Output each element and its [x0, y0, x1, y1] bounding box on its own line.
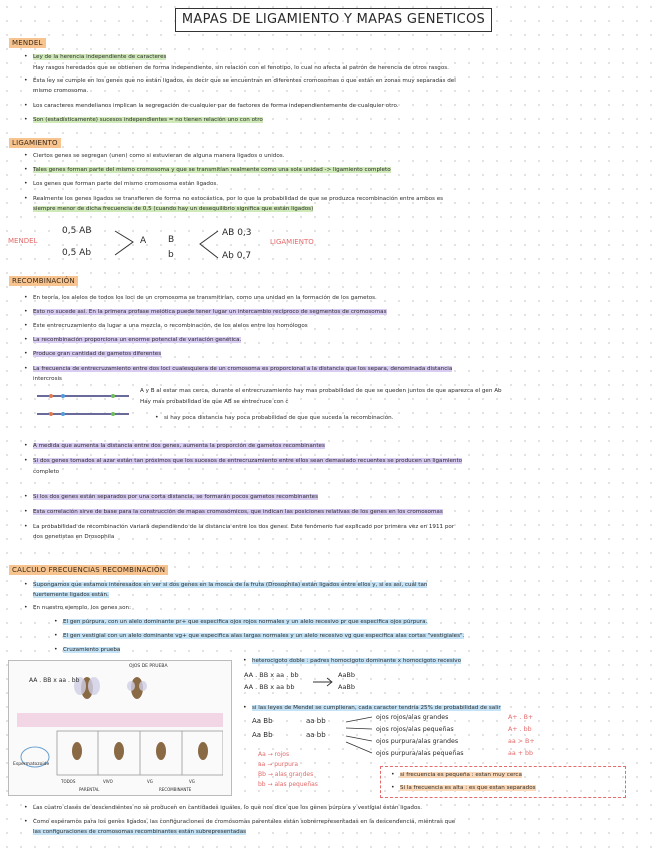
genotype-1: A+ . B+: [508, 714, 534, 721]
recomb-bullet-11-cont: dos genetistas en Drosophila: [33, 534, 115, 540]
diagram-bracket-right: [196, 228, 220, 262]
fig-col-2: VIVO: [103, 779, 113, 784]
calculo-bullet-1: • Supongamos que estamos interesados en ver si dos genes en la mosca de la fruta (Drosophila) están ligados entre ellos y, si es así, cuál tan: [33, 581, 427, 589]
outcome-2: ojos rojos/alas pequeñas: [376, 726, 454, 733]
calculo-sub-2: • El gen vestigial con un alelo dominante vg+ que especifica alas largas normales y un alelo recesivo vg que especifica alas cortas "vestigiales".: [63, 632, 464, 640]
ligamiento-bullet-2: • Tales genes forman parte del mismo cromosoma y que se transmitían realmente como una sola unidad -> ligamiento completo: [33, 166, 391, 174]
calculo-bullet-4-cont: las configuraciones de cromosomas recombinantes están subrepresentadas: [33, 829, 247, 835]
fig-col-4: VG: [189, 779, 195, 784]
cross-result-2: AaBb: [338, 683, 356, 691]
recomb-bullet-6-cont: intercrosis: [33, 376, 62, 382]
testcross-2b: aa bb: [306, 731, 326, 739]
chromosome-figure: [33, 386, 133, 426]
genotype-4: aa + bb: [508, 750, 533, 757]
recomb-fig-text-3: • si hay poca distancia hay poca probabilidad de que que suceda la recombinación.: [164, 414, 393, 422]
recomb-bullet-6: • La frecuencia de entrecruzamiento entre dos loci cualesquiera de un cromosoma es proporcional a la distancia que los separa, denominada distancia: [33, 365, 452, 373]
testcross-2a: Aa Bb: [252, 731, 273, 739]
section-label-mendel: MENDEL: [9, 38, 46, 48]
outcome-3: ojos purpura/alas grandes: [376, 738, 459, 745]
diagram-left-bottom: 0,5 Ab: [62, 248, 92, 258]
key-1: Aa → rojos: [258, 751, 290, 758]
punnett-grid: [17, 713, 223, 783]
mendel-bullet-1: • Ley de la herencia independiente de caracteres: [33, 53, 166, 61]
calculo-bullet-1-cont: fuertemente ligados están.: [33, 592, 109, 598]
diagram-mendel-label: MENDEL: [8, 237, 38, 245]
recomb-bullet-8: • Si dos genes tomados al azar están tan próximos que los sucesos de entrecruzamiento entre ellos sean demasiado recuentes se producen un ligamiento: [33, 457, 462, 465]
fly-icons: [69, 669, 189, 707]
mendel-bullet-2-cont: mismo cromosoma.: [33, 88, 89, 94]
mendel-bullet-2: • Esta ley se cumple en los genes que no están ligados, es decir que se encuentran en diferentes cromosomas o que están en zonas muy separadas del: [33, 77, 456, 85]
calculo-bullet-4: • Como esperamos para los genes ligados, las configuraciones de cromosomas parentales están sobrerrepresentadas en la descendencia, mientras que: [33, 818, 455, 826]
genotype-2: A+ . bb: [508, 726, 532, 733]
calculo-sub-3: • Cruzamiento prueba: [63, 646, 120, 654]
freq-note-1: • si frecuencia es pequeña : estan muy cerca: [400, 771, 522, 779]
page-title: MAPAS DE LIGAMIENTO Y MAPAS GENETICOS: [175, 8, 492, 32]
recomb-bullet-9: • Si los dos genes están separados por una corta distancia, se formarán pocos gametos recombinantes: [33, 493, 318, 501]
outcome-brackets: [344, 714, 374, 760]
diagram-right-top: AB 0,3: [222, 228, 252, 238]
recomb-bullet-4: • La recombinación proporciona un enorme potencial de variación genética.: [33, 336, 241, 344]
cross-result-1: AaBb: [338, 671, 356, 679]
test-cross-figure: [8, 660, 232, 796]
calculo-bullet-3: • Las cuatro clases de descendientes no se producen en cantidades iguales, lo que nos dice que los genes púrpura y vestigial están ligados.: [33, 804, 422, 812]
outcome-4: ojos purpura/alas pequeñas: [376, 750, 464, 757]
cross-2: AA . BB x aa bb: [244, 683, 295, 691]
cross-arrow: [312, 672, 334, 692]
outcome-1: ojos rojos/alas grandes: [376, 714, 449, 721]
recomb-bullet-7: • A medida que aumenta la distancia entre dos genes, aumenta la proporción de gametos recombinantes: [33, 442, 325, 450]
mendel-25-line: • si las leyes de Mendel se cumplieran, cada caracter tendría 25% de probabilidad de salir: [252, 704, 501, 712]
ligamiento-bullet-4-cont: siempre menor de dicha frecuencia de 0,5 (cuando hay un desequilibrio significa que están ligados): [33, 206, 314, 212]
fig-footer-parental: PARENTAL: [79, 787, 100, 792]
freq-note-2: • Si la frecuencia es alta : es que estan separados: [400, 784, 536, 792]
section-label-recombinacion: RECOMBINACIÓN: [9, 276, 78, 286]
fig-col-1: TODOS: [61, 779, 76, 784]
recomb-bullet-5: • Produce gran cantidad de gametos diferentes: [33, 350, 161, 358]
fig-footer-recombinante: RECOMBINANTE: [159, 787, 192, 792]
recomb-bullet-11: • La probabilidad de recombinación variará dependiendo de la distancia entre los dos genes. Este fenómeno fue explicado por primera vez en 1911 por: [33, 523, 454, 531]
recomb-fig-text-2: Hay mas probabilidad de que AB se entrecruce con c: [140, 399, 289, 405]
recomb-fig-text-1: A y B al estar mas cerca, durante el entrecruzamiento hay mas probabilidad de que se queden juntos de que aparezca el gen Ab: [140, 388, 502, 394]
fig-caption: Espermatozoide: [13, 762, 50, 767]
calculo-sub-1: • El gen púrpura, con un alelo dominante pr+ que especifica ojos rojos normales y un alelo recesivo pr que especifica ojos púrpura.: [63, 618, 427, 626]
diagram-ligamiento-label: LIGAMIENTO: [270, 238, 314, 246]
fig-parent-left: AA . BB x aa . bb: [29, 677, 80, 684]
cross-1: AA . BB x aa . bb: [244, 671, 299, 679]
diagram-bracket-left: [113, 228, 137, 258]
key-2: aa → purpura: [258, 761, 299, 768]
fig-title: OJOS DE PRUEBA: [129, 664, 168, 669]
diagram-A: A: [140, 236, 147, 246]
recomb-bullet-1: • En teoría, los alelos de todos los loci de un cromosoma se transmitirían, como una unidad en la formación de los gametos.: [33, 294, 377, 302]
het-line: • heterocigoto doble : padres homocigoto dominante x homocigoto recesivo: [252, 657, 461, 665]
mendel-bullet-4: • Son (estadísticamente) sucesos independientes = no tienen relación uno con otro: [33, 116, 263, 124]
section-label-ligamiento: LIGAMIENTO: [9, 138, 61, 148]
calculo-bullet-2: • En nuestro ejemplo, los genes son:: [33, 604, 131, 612]
diagram-b: b: [168, 250, 174, 260]
mendel-bullet-3: • Los caracteres mendelianos implican la segregación de cualquier par de factores de forma independientemente de cualquier otro.: [33, 102, 399, 110]
fig-col-3: VG: [147, 779, 153, 784]
ligamiento-bullet-3: • Los genes que forman parte del mismo cromosoma están ligados.: [33, 180, 218, 188]
testcross-1a: Aa Bb: [252, 717, 273, 725]
testcross-1b: aa bb: [306, 717, 326, 725]
diagram-right-bottom: Ab 0,7: [222, 251, 252, 261]
recomb-bullet-2: • Esto no sucede así. En la primera profase meiótica puede tener lugar un intercambio recíproco de segmentos de cromosomas: [33, 308, 387, 316]
diagram-left-top: 0,5 AB: [62, 226, 92, 236]
mendel-bullet-1-sub: Hay rasgos heredados que se obtienen de forma independiente, sin relación con el fenotipo, lo cual no afecta al patrón de herencia de otros rasgos.: [33, 65, 449, 71]
recomb-bullet-3: • Este entrecruzamiento da lugar a una mezcla, o recombinación, de los alelos entre los homólogos: [33, 322, 308, 330]
key-3: Bb → alas grandes: [258, 771, 314, 778]
recomb-bullet-10: • Esta correlación sirve de base para la construcción de mapas cromosómicos, que indican las posiciones relativas de los genes en los cromosomas: [33, 508, 443, 516]
diagram-B: B: [168, 235, 175, 245]
section-label-calculo: CALCULO FRECUENCIAS RECOMBINACIÓN: [9, 565, 168, 575]
genotype-3: aa > B+: [508, 738, 535, 745]
ligamiento-bullet-1: • Ciertos genes se segregan (unen) como si estuvieran de alguna manera ligados o unidos.: [33, 152, 284, 160]
recomb-bullet-8-cont: completo: [33, 469, 60, 475]
key-4: bb → alas pequeñas: [258, 781, 318, 788]
ligamiento-bullet-4: • Realmente los genes ligados se transfieren de forma no estocástica, por lo que la probabilidad de que se produzca recombinación entre ambos es: [33, 195, 443, 203]
